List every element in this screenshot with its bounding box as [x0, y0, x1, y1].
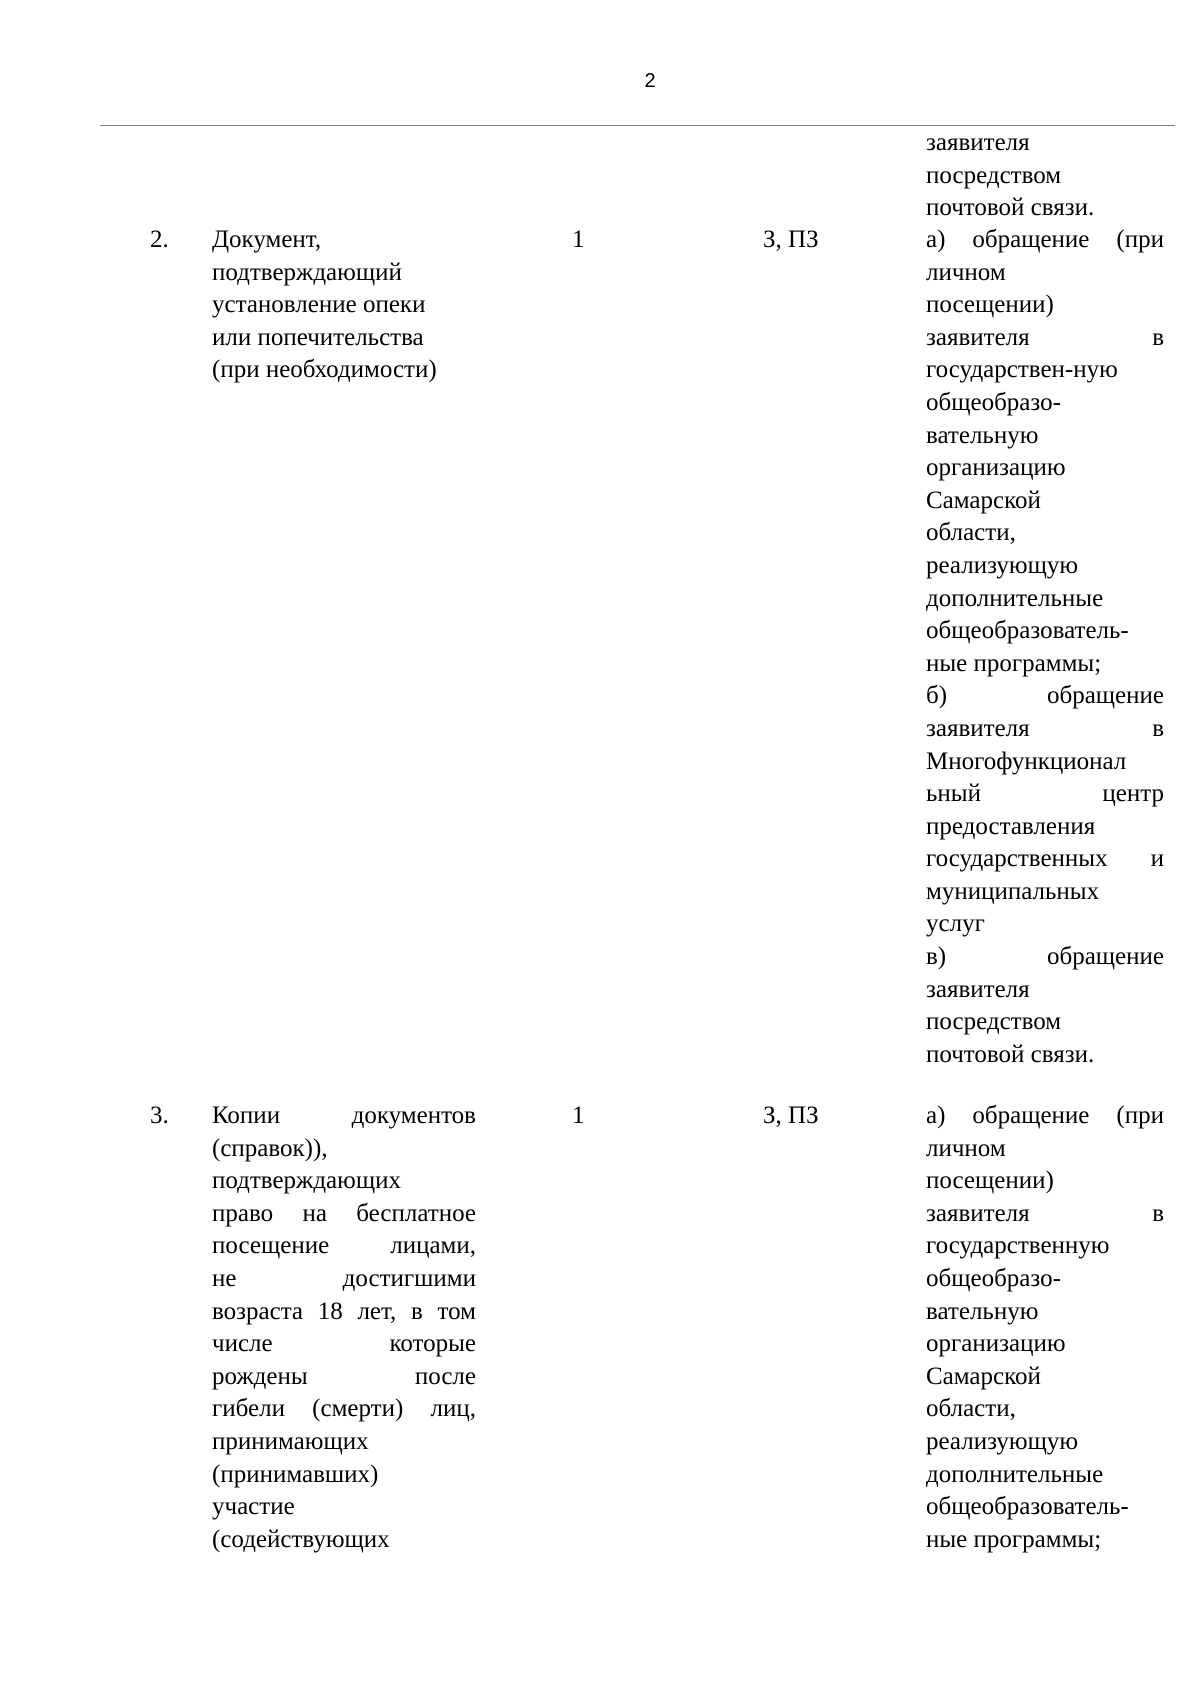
row-number: 3. [150, 1102, 169, 1129]
text-line: Самарской [926, 1362, 1041, 1390]
text-word: обращение [1046, 943, 1164, 971]
text-line: дополнительные [926, 584, 1104, 612]
text-word: которые [389, 1330, 476, 1358]
row-2-document-name [212, 224, 480, 387]
text-line [926, 1198, 1164, 1231]
text-line: дополнительные [926, 1460, 1104, 1488]
text-line [212, 1361, 476, 1394]
row-number: 2. [150, 226, 169, 253]
text-line [212, 1100, 476, 1133]
text-word: рождены [212, 1362, 308, 1390]
text-line: ные программы; [926, 649, 1102, 677]
text-line: (содействующих [212, 1525, 390, 1553]
text-line: посредством [926, 1008, 1062, 1036]
row-3-document-name [212, 1100, 476, 1556]
text-word: государственных [926, 845, 1108, 873]
text-line: личном [926, 258, 1006, 286]
text-word: 18 [317, 1297, 343, 1325]
text-line: подтверждающий [212, 258, 402, 286]
row-3-quantity [572, 1100, 612, 1133]
text-word: возраста [212, 1297, 304, 1325]
text-line [212, 1230, 476, 1263]
row-3-submission-method [926, 1100, 1164, 1556]
text-line: принимающих [212, 1427, 369, 1455]
text-line: установление опеки [212, 291, 426, 319]
text-line: муниципальных [926, 877, 1100, 905]
text-line: вательную [926, 421, 1039, 449]
text-word: гибели [212, 1395, 285, 1423]
text-word: (при [1116, 1102, 1164, 1129]
text-line [212, 1393, 476, 1426]
text-word: не [212, 1264, 237, 1292]
header-rule [100, 125, 1175, 126]
text-line: заявителя [926, 129, 1030, 156]
text-line: (при необходимости) [212, 356, 437, 384]
text-line: организацию [926, 1330, 1066, 1358]
text-line [926, 1100, 1164, 1133]
text-line: государствен-ную [926, 356, 1118, 384]
text-word: том [437, 1297, 476, 1325]
text-line: почтовой связи. [926, 1040, 1095, 1068]
text-word: б) [926, 682, 948, 710]
text-word: заявителя [926, 323, 1030, 351]
text-line [212, 1263, 476, 1296]
text-word: посещение [212, 1232, 330, 1260]
document-name-text [212, 224, 480, 387]
text-line: почтовой связи. [926, 194, 1095, 222]
text-line: Многофункционал [926, 747, 1127, 775]
text-line: ные программы; [926, 1525, 1102, 1553]
text-word: в [1152, 323, 1164, 351]
text-line [926, 941, 1164, 974]
page-number: 2 [644, 70, 656, 92]
row-2-code [763, 224, 873, 257]
text-word: Копии [212, 1102, 281, 1129]
text-word: на [302, 1199, 327, 1227]
text-line [926, 322, 1164, 355]
submission-method-text [926, 1100, 1164, 1556]
document-name-text [212, 1100, 476, 1556]
text-line: общеобразо- [926, 1264, 1061, 1292]
text-line: общеобразователь- [926, 617, 1129, 645]
text-line [212, 1328, 476, 1361]
text-word: центр [1102, 780, 1164, 808]
text-line: государственную [926, 1232, 1110, 1260]
text-line: участие [212, 1493, 295, 1521]
code-value: З, ПЗ [763, 1102, 819, 1129]
text-line: (справок)), [212, 1134, 328, 1162]
text-word: а) [926, 226, 946, 253]
text-line: области, [926, 519, 1016, 547]
text-line: области, [926, 1395, 1016, 1423]
text-word: (смерти) [312, 1395, 404, 1423]
submission-method-text [926, 224, 1164, 1071]
row-3-code [763, 1100, 873, 1133]
text-line: Самарской [926, 486, 1041, 514]
text-word: лет, [357, 1297, 397, 1325]
text-line: личном [926, 1134, 1006, 1162]
text-word: и [1150, 845, 1164, 873]
text-line: посещении) [926, 291, 1054, 319]
text-word: достигшими [342, 1264, 476, 1292]
text-line: общеобразователь- [926, 1493, 1129, 1521]
text-line: заявителя [926, 975, 1030, 1003]
text-word: в [1152, 1199, 1164, 1227]
text-word: право [212, 1199, 274, 1227]
row-2-number [150, 224, 190, 257]
text-word: лиц, [430, 1395, 476, 1423]
text-line: организацию [926, 454, 1066, 482]
text-line [926, 680, 1164, 713]
text-word: обращение [1046, 682, 1164, 710]
text-line: подтверждающих [212, 1167, 401, 1195]
text-line: общеобразо- [926, 388, 1061, 416]
text-word: лицами, [390, 1232, 476, 1260]
text-word: обращение [972, 226, 1090, 253]
text-line: реализующую [926, 551, 1079, 579]
text-word: в) [926, 943, 947, 971]
row-2-submission-method [926, 224, 1164, 1071]
quantity-value: 1 [572, 1102, 585, 1129]
text-line [212, 1296, 476, 1329]
text-word: а) [926, 1102, 946, 1129]
text-line: или попечительства [212, 323, 424, 351]
code-value: З, ПЗ [763, 226, 819, 253]
text-line [212, 1198, 476, 1231]
text-line [926, 713, 1164, 746]
text-word: заявителя [926, 714, 1030, 742]
text-word: в [1152, 714, 1164, 742]
text-word: ьный [926, 780, 981, 808]
carryover-method [926, 127, 1164, 225]
text-line: реализующую [926, 1427, 1079, 1455]
row-3-number [150, 1100, 190, 1133]
text-line [926, 224, 1164, 257]
quantity-value: 1 [572, 226, 585, 253]
text-word: бесплатное [356, 1199, 476, 1227]
text-line: Документ, [212, 226, 322, 253]
text-line [926, 778, 1164, 811]
text-word: (при [1116, 226, 1164, 253]
text-line: посещении) [926, 1167, 1054, 1195]
text-line: предоставления [926, 812, 1096, 840]
row-2-quantity [572, 224, 612, 257]
text-line: услуг [926, 910, 985, 938]
text-line: вательную [926, 1297, 1039, 1325]
text-word: после [414, 1362, 476, 1390]
text-word: документов [351, 1102, 476, 1129]
carryover-method-text [926, 127, 1164, 225]
text-word: обращение [972, 1102, 1090, 1129]
text-line: (принимавших) [212, 1460, 379, 1488]
text-word: числе [212, 1330, 273, 1358]
text-word: заявителя [926, 1199, 1030, 1227]
text-word: в [411, 1297, 423, 1325]
text-line [926, 843, 1164, 876]
text-line: посредством [926, 161, 1062, 189]
